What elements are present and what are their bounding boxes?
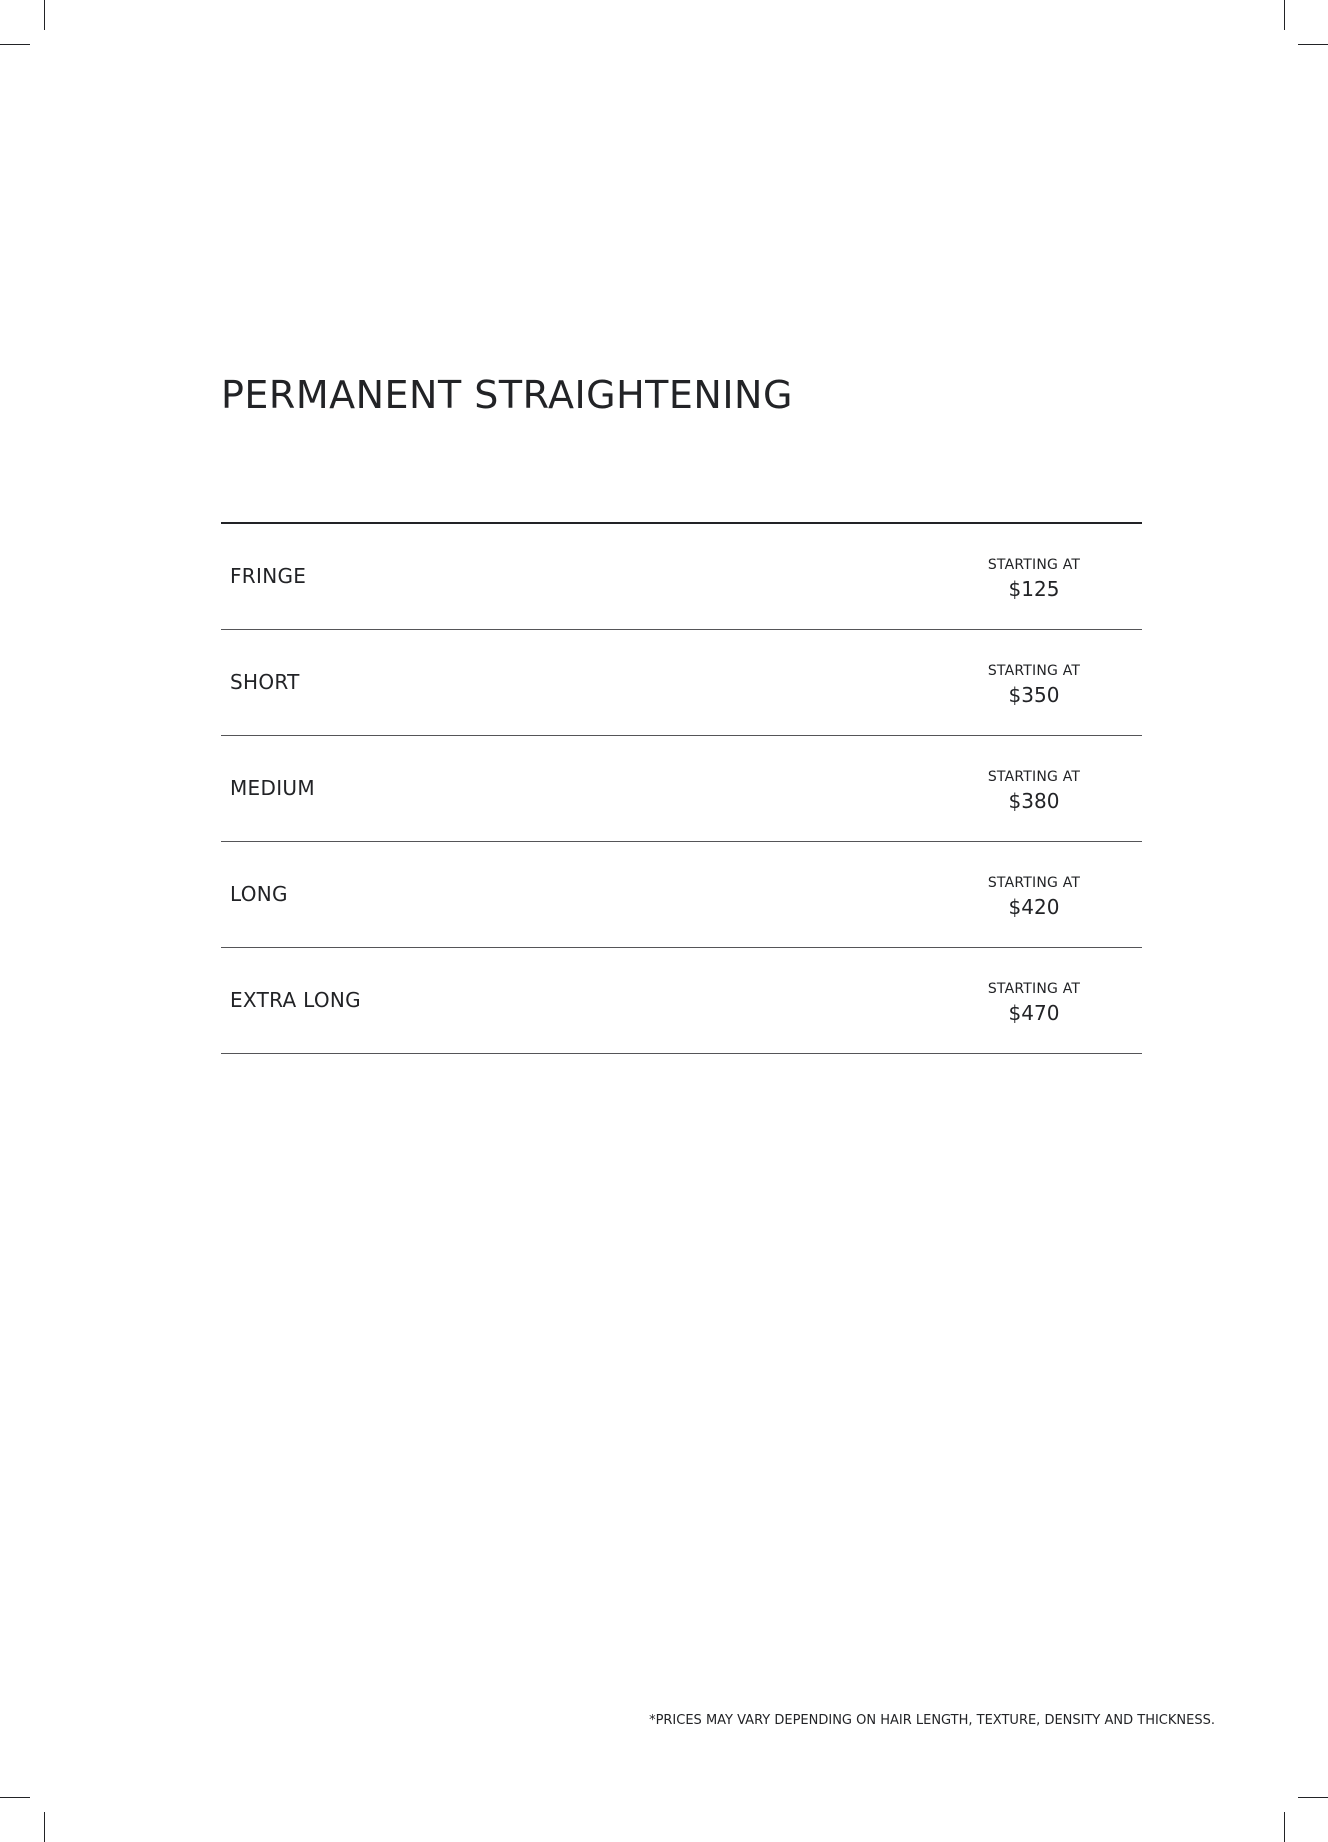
crop-mark-bottom-left-horizontal [0, 1797, 30, 1798]
price-caption: STARTING AT [987, 557, 1081, 573]
crop-mark-top-right-vertical [1284, 0, 1285, 30]
price-row-extra-long [221, 948, 1142, 1054]
price-block [969, 875, 1099, 919]
price-block [969, 769, 1099, 813]
price-row-medium [221, 736, 1142, 842]
price-block [969, 981, 1099, 1025]
row-label: EXTRA LONG [230, 988, 361, 1012]
crop-mark-top-right-horizontal [1298, 44, 1328, 45]
price-row-short [221, 630, 1142, 736]
price-table [221, 522, 1142, 1054]
price-block [969, 663, 1099, 707]
crop-mark-top-left-vertical [44, 0, 45, 30]
pricing-footnote: *PRICES MAY VARY DEPENDING ON HAIR LENGTH, TEXTURE, DENSITY AND THICKNESS. [649, 1713, 1215, 1728]
price-caption: STARTING AT [987, 875, 1081, 891]
price-row-fringe [221, 524, 1142, 630]
row-label: MEDIUM [230, 776, 315, 800]
crop-mark-bottom-left-vertical [44, 1812, 45, 1842]
crop-mark-bottom-right-horizontal [1298, 1797, 1328, 1798]
price-caption: STARTING AT [987, 769, 1081, 785]
price-value: $380 [1008, 789, 1060, 813]
row-label: SHORT [230, 670, 300, 694]
price-value: $125 [1008, 577, 1060, 601]
price-caption: STARTING AT [987, 981, 1081, 997]
price-block [969, 557, 1099, 601]
row-label: LONG [230, 882, 288, 906]
price-value: $350 [1008, 683, 1060, 707]
page-title: PERMANENT STRAIGHTENING [221, 373, 793, 417]
price-row-long [221, 842, 1142, 948]
price-value: $420 [1008, 895, 1060, 919]
price-caption: STARTING AT [987, 663, 1081, 679]
crop-mark-bottom-right-vertical [1284, 1812, 1285, 1842]
row-label: FRINGE [230, 564, 307, 588]
price-value: $470 [1008, 1001, 1060, 1025]
crop-mark-top-left-horizontal [0, 44, 30, 45]
